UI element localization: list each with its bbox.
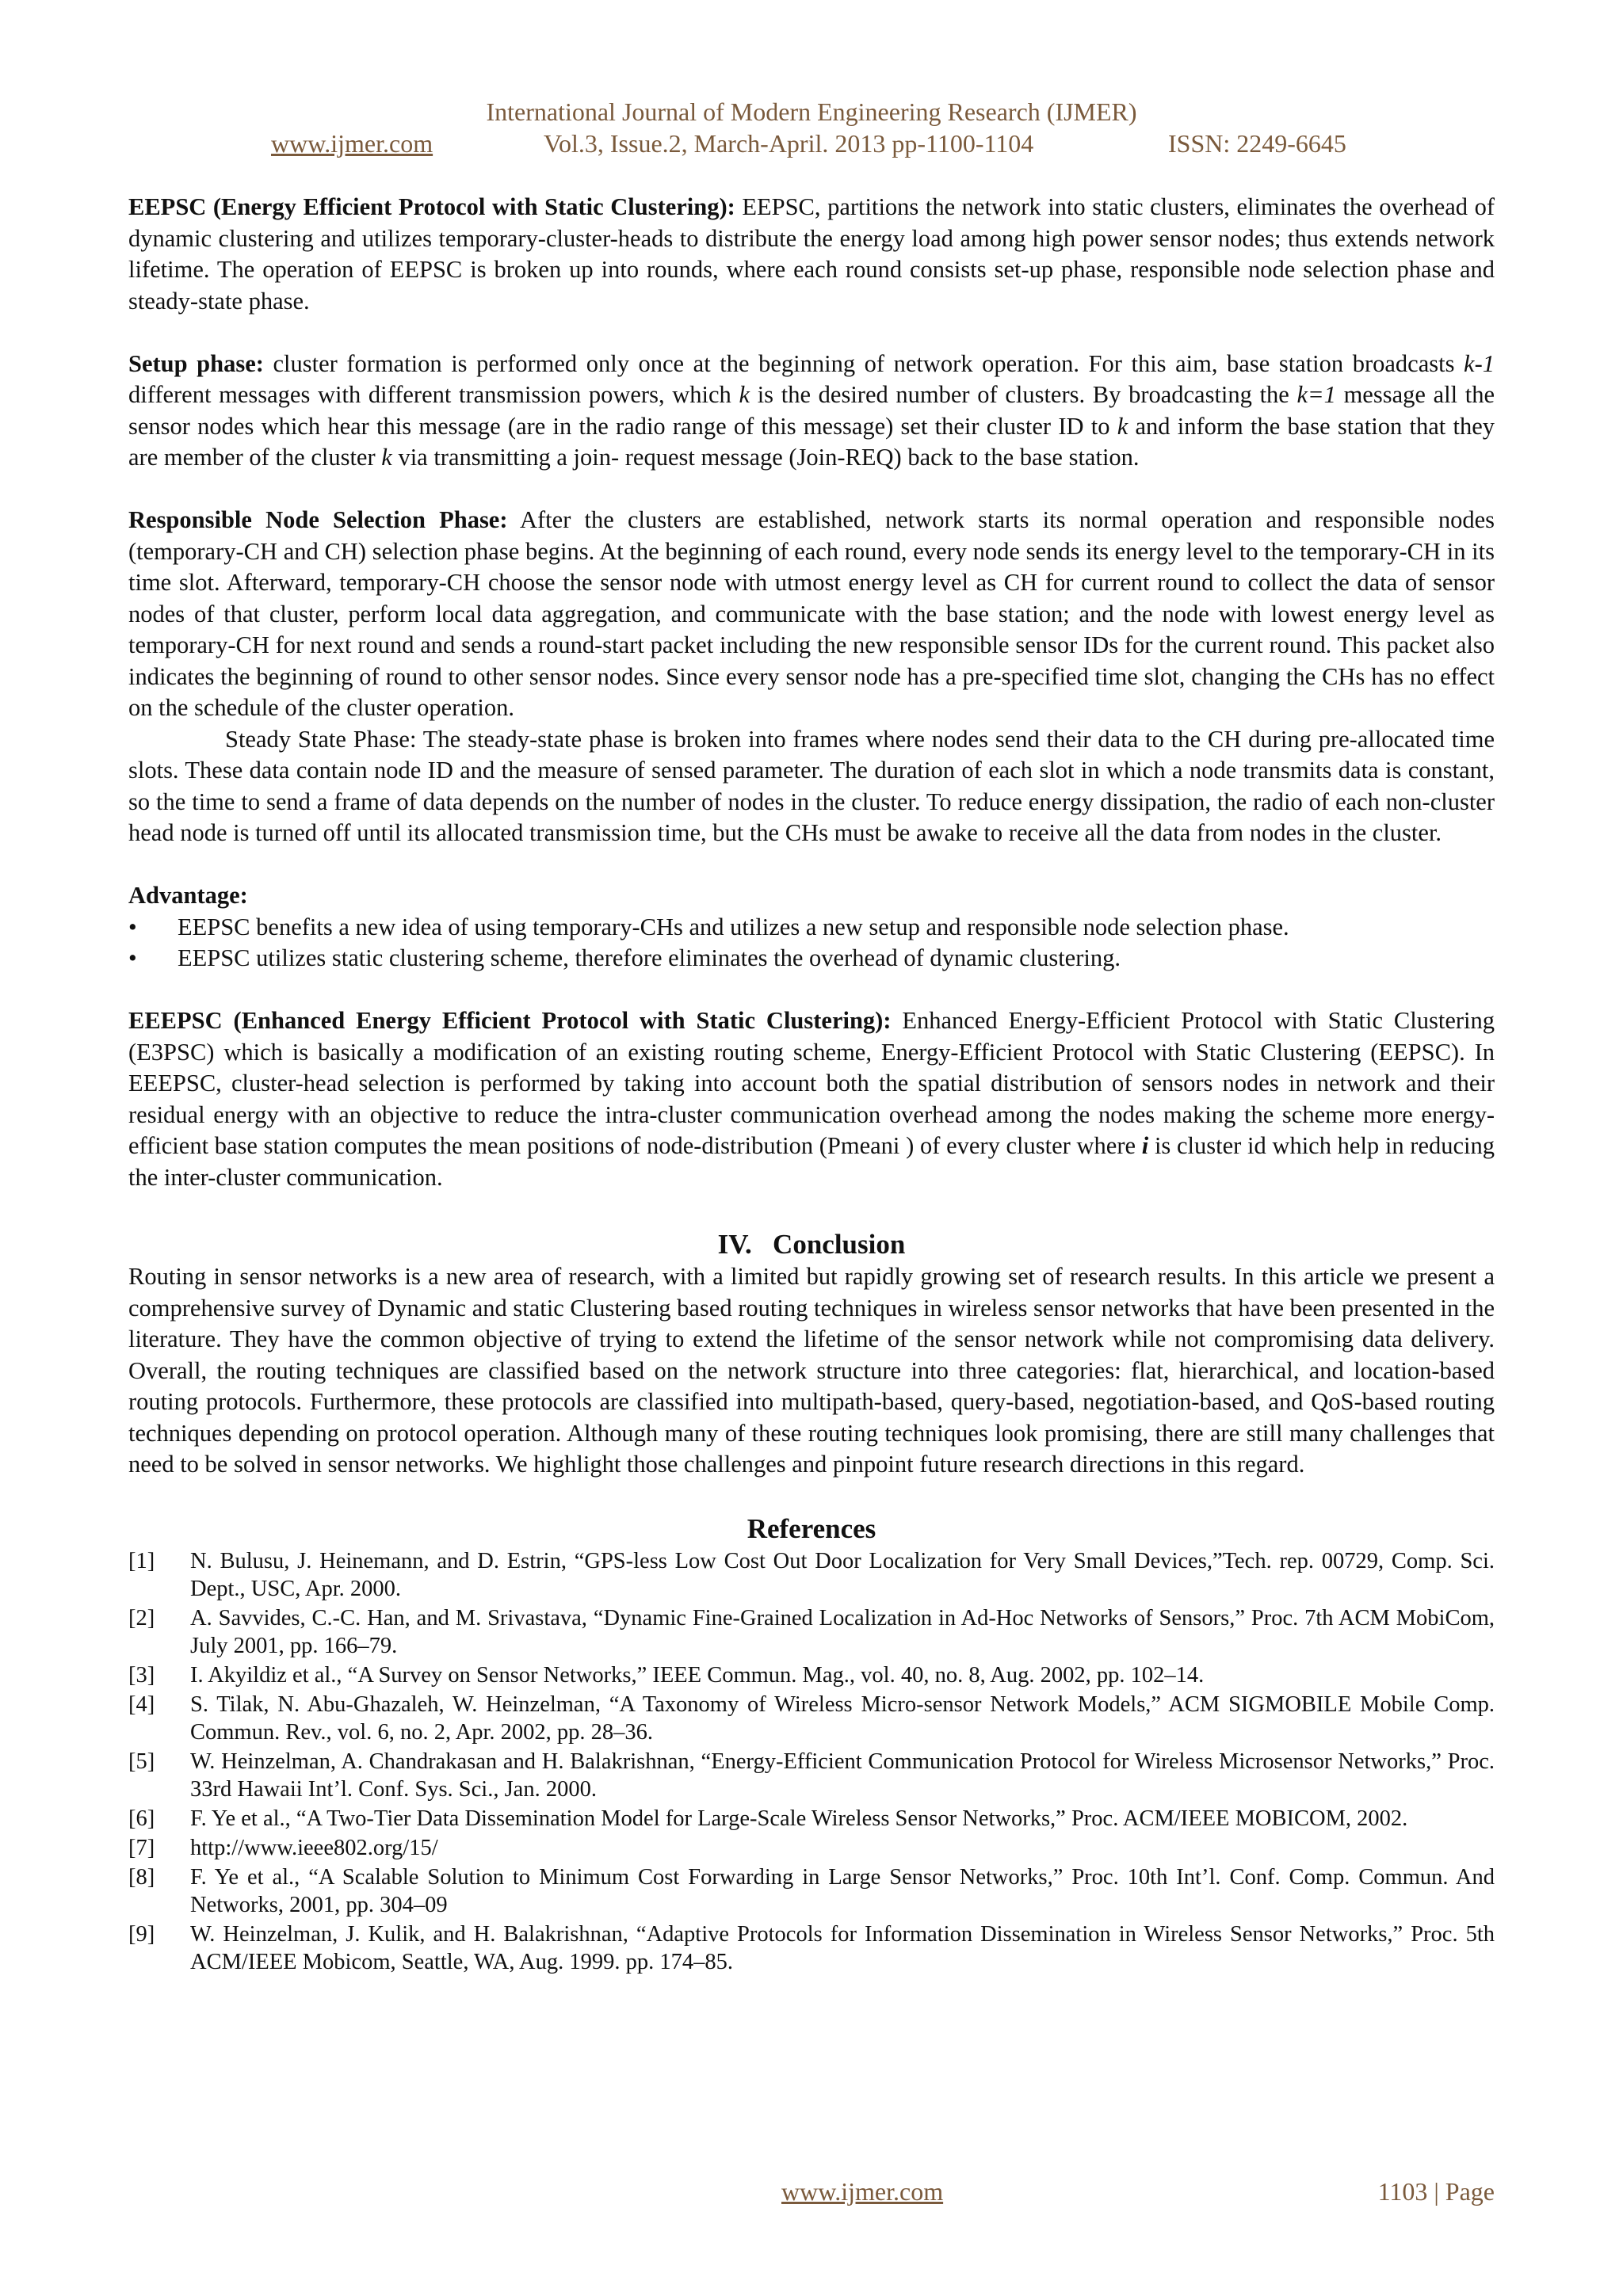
reference-number: [3] [128, 1662, 155, 1688]
setup-var: k [1117, 412, 1128, 440]
reference-item [128, 1604, 1495, 1660]
reference-number: [6] [128, 1806, 155, 1831]
setup-var: k [381, 444, 392, 471]
reference-number: [7] [128, 1835, 155, 1860]
list-item: • EEPSC utilizes static clustering scheme, therefore eliminates the overhead of dynamic clustering. [128, 943, 1495, 974]
responsible-text: After the clusters are established, network starts its normal operation and responsible nodes (temporary-CH and CH) selection phase begins. At the beginning of each round, every node sends its energy level to the temporary-CH in its time slot. Afterward, temporary-CH choose the sensor node with utmost energy level as CH for current round to collect the data of sensor nodes of that cluster, perform local data aggregation, and communicate with the base station; and the node with lowest energy level as temporary-CH for next round and sends a round-start packet including the new responsible sensor IDs for the current round. This packet also indicates the beginning of round to other sensor nodes. Since every sensor node has a pre-specified time slot, changing the CHs has no effect on the schedule of the cluster operation. [128, 506, 1495, 721]
reference-number: [2] [128, 1605, 155, 1630]
reference-item [128, 1805, 1495, 1833]
eeepsc-paragraph [128, 1005, 1495, 1193]
section-number: IV. [717, 1229, 752, 1260]
references-heading: References [747, 1512, 876, 1544]
reference-number: [1] [128, 1548, 155, 1573]
reference-text: F. Ye et al., “A Scalable Solution to Minimum Cost Forwarding in Large Sensor Networks,” Proc. 10th Int’l. Conf. Comp. Commun. And Networks, 2001, pp. 304–09 [190, 1864, 1495, 1917]
setup-text: message all the sensor nodes which hear this message (are in the radio range of this message) set their cluster ID to [128, 381, 1495, 440]
eeepsc-var: i [1141, 1132, 1149, 1159]
conclusion-heading [128, 1228, 1495, 1261]
reference-item [128, 1863, 1495, 1919]
eeepsc-text: is cluster id which help in reducing the inter-cluster communication. [128, 1132, 1495, 1191]
conclusion-paragraph: Routing in sensor networks is a new area of research, with a limited but rapidly growing set of research results. In this article we present a comprehensive survey of Dynamic and static Clustering based routing techniques in wireless sensor networks that have been presented in the literature. They have the common objective of trying to extend the lifetime of the sensor network while not compromising data delivery. Overall, the routing techniques are classified based on the network structure into three categories: flat, hierarchical, and location-based routing protocols. Furthermore, these protocols are classified into multipath-based, query-based, negotiation-based, and QoS-based routing techniques depending on protocol operation. Although many of these routing techniques look promising, there are still many challenges that need to be solved in sensor networks. We highlight those challenges and pinpoint future research directions in this regard. [128, 1263, 1495, 1478]
setup-text: is the desired number of clusters. By broadcasting the [750, 381, 1297, 408]
reference-item [128, 1748, 1495, 1803]
setup-var: k-1 [1464, 349, 1495, 377]
reference-text: W. Heinzelman, J. Kulik, and H. Balakrishnan, “Adaptive Protocols for Information Dissemination in Wireless Sensor Networks,” Proc. 5th ACM/IEEE Mobicom, Seattle, WA, Aug. 1999. pp. 174–85. [190, 1921, 1495, 1974]
setup-title: Setup phase: [128, 349, 264, 377]
page-number: 1103 | Page [1377, 2177, 1495, 2206]
reference-number: [9] [128, 1921, 155, 1947]
list-item: • EEPSC benefits a new idea of using temporary-CHs and utilizes a new setup and responsible node selection phase. [128, 912, 1495, 944]
footer-website-link[interactable]: www.ijmer.com [781, 2177, 944, 2206]
eepsc-paragraph [128, 192, 1495, 317]
reference-number: [5] [128, 1749, 155, 1774]
advantage-title [128, 880, 1495, 912]
section-title: Conclusion [773, 1229, 906, 1260]
setup-text: cluster formation is performed only once at the beginning of network operation. For this aim, base station broadcasts [263, 349, 1465, 377]
reference-number: [8] [128, 1864, 155, 1890]
advantage-heading: Advantage: [128, 882, 248, 909]
reference-number: [4] [128, 1691, 155, 1717]
setup-var: k [739, 381, 750, 408]
eepsc-text: EEPSC, partitions the network into static clusters, eliminates the overhead of dynamic clustering and utilizes temporary-cluster-heads to distribute the energy load among high power sensor nodes; thus extends network lifetime. The operation of EEPSC is broken up into rounds, where each round consists set-up phase, responsible node selection phase and steady-state phase. [128, 193, 1495, 315]
header-volume: Vol.3, Issue.2, March-April. 2013 pp-1100-1104 [544, 129, 1034, 158]
eeepsc-text: Enhanced Energy-Efficient Protocol with Static Clustering (E3PSC) which is basically a modification of an existing routing scheme, Energy-Efficient Protocol with Static Clustering (EEPSC). In EEEPSC, cluster-head selection is performed by taking into account both the spatial distribution of sensors nodes in network and their residual energy with an objective to reduce the intra-cluster communication overhead among the nodes making the scheme more energy-efficient base station computes the mean positions of node-distribution (Pmeani ) of every cluster where [128, 1007, 1495, 1159]
reference-item [128, 1661, 1495, 1689]
header-website-link[interactable]: www.ijmer.com [271, 129, 433, 158]
responsible-paragraph [128, 505, 1495, 724]
setup-var: k=1 [1296, 381, 1336, 408]
eeepsc-title: EEEPSC (Enhanced Energy Efficient Protocol with Static Clustering): [128, 1007, 892, 1034]
reference-text: S. Tilak, N. Abu-Ghazaleh, W. Heinzelman, “A Taxonomy of Wireless Micro-sensor Network Models,” ACM SIGMOBILE Mobile Comp. Commun. Rev., vol. 6, no. 2, Apr. 2002, pp. 28–36. [190, 1691, 1495, 1745]
reference-text: A. Savvides, C.-C. Han, and M. Srivastava, “Dynamic Fine-Grained Localization in Ad-Hoc Networks of Sensors,” Proc. 7th ACM MobiCom, July 2001, pp. 166–79. [190, 1605, 1495, 1658]
reference-item [128, 1547, 1495, 1603]
responsible-title: Responsible Node Selection Phase: [128, 506, 508, 533]
reference-item [128, 1691, 1495, 1746]
reference-text: I. Akyildiz et al., “A Survey on Sensor Networks,” IEEE Commun. Mag., vol. 40, no. 8, Aug. 2002, pp. 102–14. [190, 1662, 1205, 1688]
reference-item [128, 1920, 1495, 1976]
reference-list [128, 1547, 1495, 1976]
setup-text: and inform the base station that they are member of the cluster [128, 412, 1495, 471]
setup-text: via transmitting a join- request message (Join-REQ) back to the base station. [391, 444, 1140, 471]
reference-text: F. Ye et al., “A Two-Tier Data Dissemination Model for Large-Scale Wireless Sensor Networks,” Proc. ACM/IEEE MOBICOM, 2002. [190, 1806, 1408, 1831]
setup-paragraph [128, 349, 1495, 474]
eepsc-title: EEPSC (Energy Efficient Protocol with Static Clustering): [128, 193, 735, 220]
reference-link[interactable]: http://www.ieee802.org/15/ [190, 1835, 438, 1860]
article-body [128, 192, 1495, 1978]
journal-title: International Journal of Modern Engineering Research (IJMER) [486, 97, 1137, 126]
steady-paragraph: Steady State Phase: The steady-state phase is broken into frames where nodes send their data to the CH during pre-allocated time slots. These data contain node ID and the measure of sensed parameter. The duration of each slot in which a node transmits data is constant, so the time to send a frame of data depends on the number of nodes in the cluster. To reduce energy dissipation, the radio of each non-cluster head node is turned off until its allocated transmission time, but the CHs must be awake to receive all the data from nodes in the cluster. [128, 725, 1495, 846]
reference-text: N. Bulusu, J. Heinemann, and D. Estrin, “GPS-less Low Cost Out Door Localization for Very Small Devices,”Tech. rep. 00729, Comp. Sci. Dept., USC, Apr. 2000. [190, 1548, 1495, 1601]
setup-text: different messages with different transmission powers, which [128, 381, 739, 408]
reference-item [128, 1834, 1495, 1862]
reference-text: W. Heinzelman, A. Chandrakasan and H. Balakrishnan, “Energy-Efficient Communication Protocol for Wireless Microsensor Networks,” Proc. 33rd Hawaii Int’l. Conf. Sys. Sci., Jan. 2000. [190, 1749, 1495, 1802]
header-issn: ISSN: 2249-6645 [1168, 129, 1346, 158]
advantage-list [128, 912, 1495, 974]
